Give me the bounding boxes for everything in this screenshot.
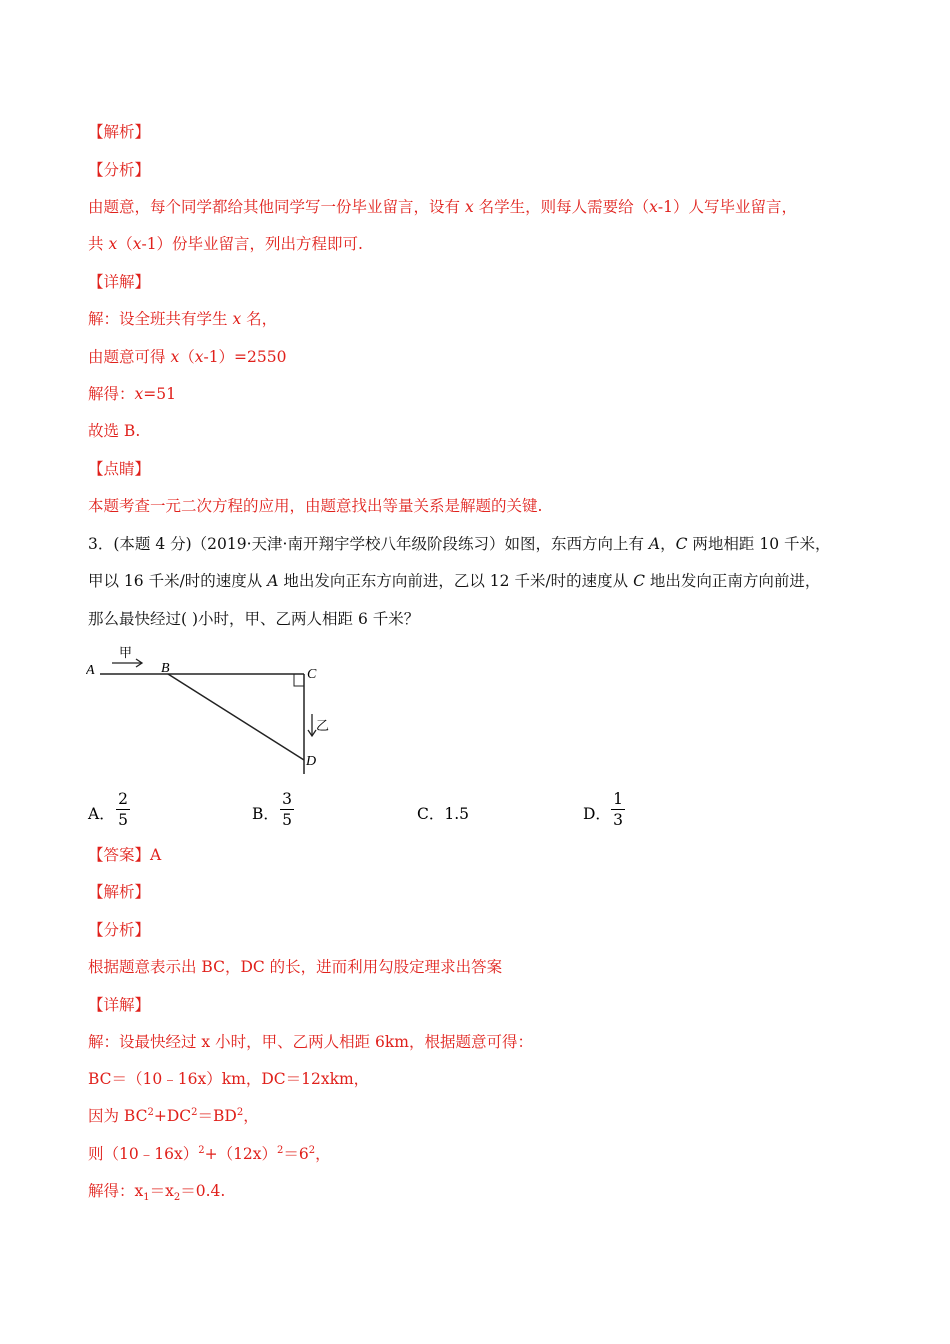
option-d-fraction: 1 3 xyxy=(611,790,625,829)
point-d-label: D xyxy=(306,754,317,769)
detail-line-3: 因为 $BC^2+DC^2=BD^2$， xyxy=(88,1106,259,1125)
detail-line-4: 则$(10﹣16x)^2+(12x)^2=6^2$， xyxy=(88,1144,331,1163)
question-3-line-3: 那么最快经过( )小时，甲、乙两人相距 6 千米？ xyxy=(88,610,420,628)
detail-line-2: BC＝（10﹣16x）km，DC＝12xkm， xyxy=(88,1070,370,1088)
fenxi-text-line-1: 由题意，每个同学都给其他同学写一份毕业留言，设有 x 名学生，则每人需要给（x-1）人写毕业留言， xyxy=(88,198,797,216)
fenxi-text-line-2: 共 x（x-1）份毕业留言，列出方程即可. xyxy=(88,235,363,253)
detail-line-1: 解：设最快经过 x 小时，甲、乙两人相距 6km，根据题意可得： xyxy=(88,1033,533,1051)
section-xiangjie-2: 【详解】 xyxy=(88,996,151,1014)
option-c: C．1.5 xyxy=(417,805,470,823)
figure-svg xyxy=(86,642,331,777)
section-dianjing: 【点睛】 xyxy=(88,460,151,478)
option-b-fraction: 3 5 xyxy=(280,790,294,829)
question-3-line-1: 3．(本题 4 分)（2019·天津·南开翔宇学校八年级阶段练习）如图，东西方向上有 A，C 两地相距 10 千米， xyxy=(88,535,831,553)
option-d: D． 1 3 xyxy=(583,790,723,834)
line-bd xyxy=(168,674,304,760)
section-jiexi-1: 【解析】 xyxy=(88,123,151,141)
yi-label: 乙 xyxy=(316,719,330,734)
solution-line-1: 解：设全班共有学生 x 名， xyxy=(88,310,278,328)
solution-line-3: 解得：x=51 xyxy=(88,385,176,403)
fenxi-2-text: 根据题意表示出 BC，DC 的长，进而利用勾股定理求出答案 xyxy=(88,958,503,976)
point-b-label: B xyxy=(161,661,170,676)
solution-line-2: 由题意可得 x（x-1）=2550 xyxy=(88,348,287,366)
jia-label: 甲 xyxy=(119,646,133,661)
dianjing-text: 本题考查一元二次方程的应用，由题意找出等量关系是解题的关键. xyxy=(88,497,543,515)
detail-line-5: 解得：$x_1=x_2=0.4$. xyxy=(88,1182,226,1204)
option-a: A． 2 5 xyxy=(88,790,228,834)
point-a-label: A xyxy=(86,663,95,678)
option-a-fraction: 2 5 xyxy=(116,790,130,829)
right-angle-mark xyxy=(294,674,304,686)
section-jiexi-2: 【解析】 xyxy=(88,883,151,901)
section-fenxi-1: 【分析】 xyxy=(88,161,151,179)
point-c-label: C xyxy=(307,667,317,682)
geometry-figure xyxy=(86,642,331,777)
section-fenxi-2: 【分析】 xyxy=(88,921,151,939)
question-3-line-2: 甲以 16 千米/时的速度从 A 地出发向正东方向前进，乙以 12 千米/时的速度从 C 地出发向正南方向前进， xyxy=(88,572,821,590)
section-xiangjie-1: 【详解】 xyxy=(88,273,151,291)
solution-line-4: 故选 B. xyxy=(88,422,141,440)
answer-line: 【答案】A xyxy=(88,846,162,864)
option-b: B． 3 5 xyxy=(252,790,392,834)
